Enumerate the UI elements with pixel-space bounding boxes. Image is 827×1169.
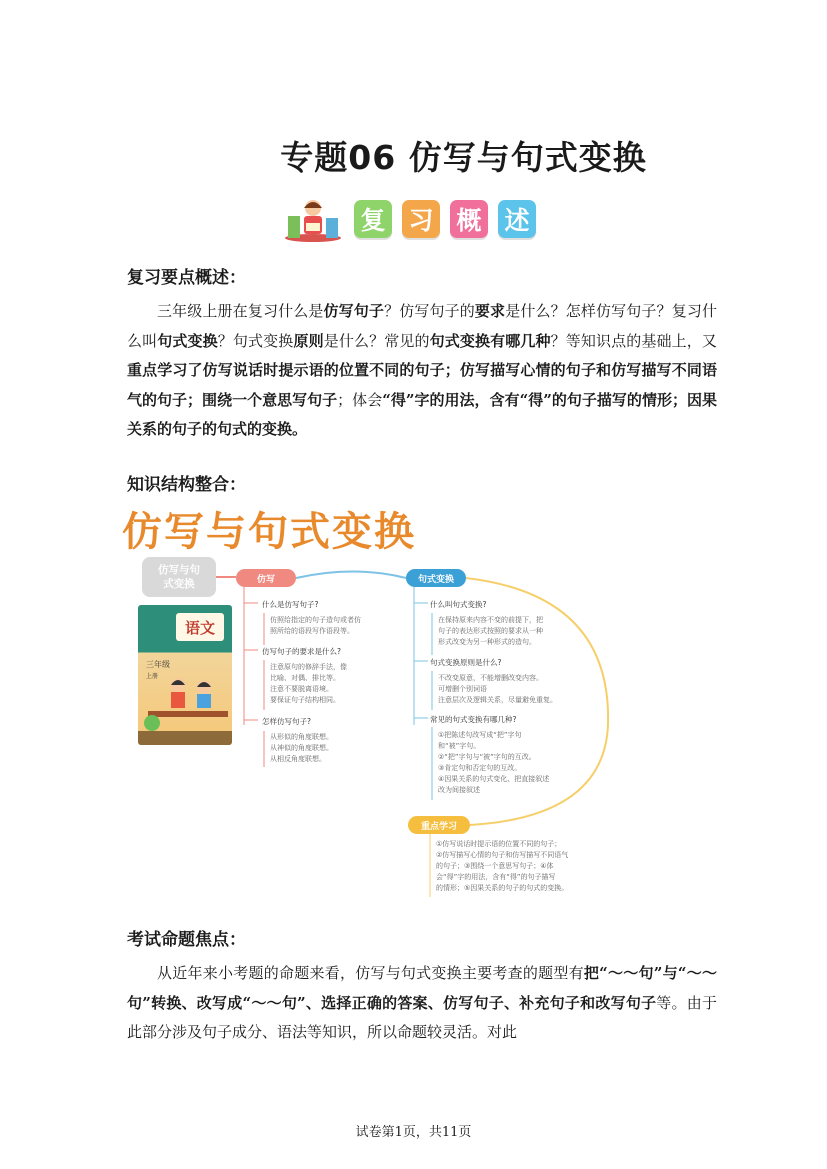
branch-a-text-2-2: 比喻、对偶、排比等。	[270, 674, 340, 682]
branch-b-text-3-2: 和“被”字句。	[438, 742, 481, 750]
section3-segment-0: 从近年来小考题的命题来看，仿写与句式变换主要考查的题型有	[157, 964, 584, 982]
page-footer: 试卷第1页，共11页	[355, 1125, 472, 1140]
branch-b-text-2-1: 不改变原意，不能增删改变内容。	[438, 674, 543, 682]
branch-b-text-2-2: 可增删个别词语	[438, 685, 487, 693]
branch-a-text-2-1: 注意原句的修辞手法，像	[270, 663, 347, 671]
branch-a-question-1: 什么是仿写句子?	[262, 600, 319, 609]
branch-a-text-3-2: 从神似的角度联想。	[270, 744, 333, 752]
section3-segment-2: 等。由于此部分涉及句子成分、语法等知识，所以命题较灵活。对此	[127, 993, 717, 1041]
section-heading-knowledge-structure: 知识结构整合：	[127, 475, 246, 495]
mindmap-big-title: 仿写与句式变换	[122, 509, 416, 555]
branch-c-text-2: ②仿写描写心情的句子和仿写描写不同语气	[436, 851, 569, 859]
section3-segment-1: 把“～～句”与“～～句”转换、改写成“～～句”、选择正确的答案、仿写句子、补充句子和改写句子	[127, 964, 717, 1012]
branch-b-text-2-3: 注意层次及逻辑关系，尽量避免重复。	[438, 696, 557, 704]
section1-segment-6: ？句式变换	[217, 331, 294, 350]
exam-focus-paragraph	[127, 959, 717, 1048]
branch-c-text-1: ①仿写说话时提示语的位置不同的句子；	[436, 840, 562, 848]
section-heading-exam-focus: 考试命题焦点：	[127, 930, 246, 950]
branch-b-text-1-3: 形式改变为另一种形式的造句。	[438, 638, 536, 646]
branch-b-text-3-6: 改为间接叙述	[438, 786, 480, 794]
banner-tile-1: 复	[354, 200, 392, 238]
branch-a-text-1-1: 仿照给指定的句子造句或者仿	[270, 616, 361, 624]
mindmap-root-node: 仿写与句式变换	[142, 557, 216, 597]
branch-b-question-3: 常见的句式变换有哪几种?	[430, 715, 517, 724]
branch-b-text-3-5: ④因果关系的句式变化、把直接叙述	[438, 775, 550, 783]
banner-tile-3: 概	[450, 200, 488, 238]
reading-child-illustration-icon	[282, 196, 344, 242]
mind-map	[124, 555, 614, 905]
section1-segment-8: 是什么？常见的	[323, 331, 430, 350]
branch-a-question-3: 怎样仿写句子?	[262, 717, 311, 726]
branch-a-text-1-2: 照所给的语段写作语段等。	[270, 627, 354, 635]
branch-b-question-2: 句式变换原则是什么?	[430, 658, 502, 667]
book-volume: 上册	[146, 673, 159, 680]
branch-imitation-label: 仿写	[236, 569, 296, 587]
section1-segment-3: 要求	[474, 302, 506, 320]
branch-b-text-1-1: 在保持原来内容不变的前提下，把	[438, 616, 543, 624]
branch-b-text-1-2: 句子的表达形式按照的要求从一种	[438, 627, 543, 635]
section1-segment-13: “得”字的用法，含有“得”的句子描写的情形；因果关系的句子的句式的变换。	[127, 390, 717, 438]
section1-segment-5: 句式变换	[157, 331, 218, 350]
review-overview-banner	[282, 196, 536, 242]
branch-a-text-3-1: 从形似的角度联想。	[270, 733, 333, 741]
branch-a-text-2-4: 要保证句子结构相同。	[270, 696, 340, 704]
branch-b-text-3-4: ③肯定句和否定句的互改。	[438, 764, 522, 772]
section1-segment-9: 句式变换有哪几种	[429, 331, 551, 350]
banner-tile-2: 习	[402, 200, 440, 238]
section1-segment-7: 原则	[293, 331, 324, 350]
branch-a-question-2: 仿写句子的要求是什么?	[262, 647, 341, 656]
branch-a-text-3-3: 从相反角度联想。	[270, 755, 326, 763]
section1-segment-4: 是什么？怎样仿写句子？复习什么叫	[127, 302, 717, 350]
book-title: 语文	[176, 613, 224, 641]
section1-segment-1: 仿写句子	[323, 302, 385, 320]
section1-segment-10: ？等知识点的基础上，又	[550, 331, 717, 350]
branch-b-text-3-3: ②“把”字句与“被”字句的互改。	[438, 753, 536, 761]
banner-tile-4: 述	[498, 200, 536, 238]
page-title: 专题06 仿写与句式变换	[280, 138, 647, 177]
textbook-cover-image	[138, 605, 232, 745]
book-grade: 三年级	[146, 660, 170, 669]
branch-c-text-3: 的句子；③围绕一个意思写句子；④体	[436, 862, 554, 870]
branch-c-text-4: 会“得”字的用法，含有“得”的句子描写	[436, 873, 556, 881]
section1-segment-11: 重点学习了仿写说话时提示语的位置不同的句子；仿写描写心情的句子和仿写描写不同语气的句子；围绕一个意思写句子	[127, 361, 717, 409]
branch-transform-label: 句式变换	[406, 569, 466, 587]
branch-b-text-3-1: ①把陈述句改写成“把”字句	[438, 731, 522, 739]
branch-c-text-5: 的情形；⑤因果关系的句子的句式的变换。	[436, 884, 569, 892]
branch-key-learning-label: 重点学习	[408, 816, 470, 834]
section1-segment-2: ？仿写句子的	[384, 302, 475, 320]
section-heading-review-points: 复习要点概述：	[127, 268, 246, 288]
classroom-children-icon	[138, 655, 232, 745]
review-points-paragraph	[127, 297, 717, 445]
section1-segment-0: 三年级上册在复习什么是	[157, 302, 324, 320]
section1-segment-12: ；体会	[337, 390, 383, 409]
branch-b-question-1: 什么叫句式变换?	[430, 600, 487, 609]
branch-a-text-2-3: 注意不要脱离语境。	[270, 685, 333, 693]
